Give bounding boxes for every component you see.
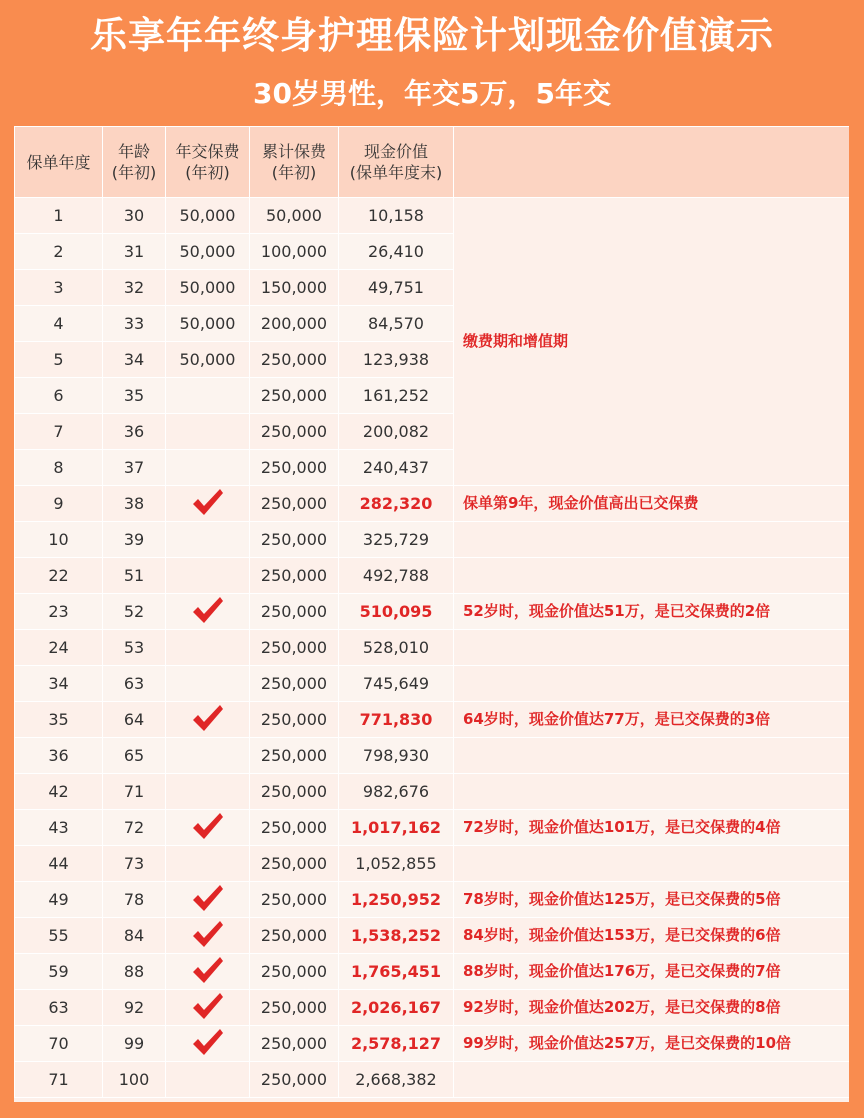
cumulative-premium-cell: 50,000 — [250, 198, 339, 234]
policy-year-cell: 5 — [15, 342, 103, 378]
age-cell: 33 — [103, 306, 166, 342]
annual-premium-cell — [166, 846, 250, 882]
age-cell: 35 — [103, 378, 166, 414]
cumulative-premium-cell: 250,000 — [250, 918, 339, 954]
age-cell: 34 — [103, 342, 166, 378]
cash-value-cell: 528,010 — [339, 630, 454, 666]
milestone-note — [454, 558, 850, 594]
milestone-note: 84岁时，现金价值达153万，是已交保费的6倍 — [454, 918, 850, 954]
age-cell: 52 — [103, 594, 166, 630]
milestone-note: 64岁时，现金价值达77万，是已交保费的3倍 — [454, 702, 850, 738]
age-cell: 100 — [103, 1062, 166, 1098]
cumulative-premium-cell: 250,000 — [250, 1062, 339, 1098]
policy-year-cell: 71 — [15, 1062, 103, 1098]
annual-premium-cell — [166, 522, 250, 558]
column-header-line: 年龄 — [117, 142, 150, 161]
page-title: 乐享年年终身护理保险计划现金价值演示 — [90, 14, 774, 57]
cumulative-premium-cell: 250,000 — [250, 990, 339, 1026]
age-cell: 71 — [103, 774, 166, 810]
milestone-note — [454, 1062, 850, 1098]
policy-year-cell: 42 — [15, 774, 103, 810]
annual-premium-cell — [166, 1062, 250, 1098]
milestone-note — [454, 774, 850, 810]
policy-year-cell: 49 — [15, 882, 103, 918]
annual-premium-cell — [166, 414, 250, 450]
cumulative-premium-cell: 250,000 — [250, 666, 339, 702]
table-row — [15, 882, 850, 918]
cash-value-cell: 282,320 — [339, 486, 454, 522]
milestone-note: 88岁时，现金价值达176万，是已交保费的7倍 — [454, 954, 850, 990]
milestone-note — [454, 522, 850, 558]
policy-year-cell: 1 — [15, 198, 103, 234]
column-header-line: (年初) — [271, 163, 317, 182]
column-header-line: (年初) — [185, 163, 230, 182]
policy-year-cell: 3 — [15, 270, 103, 306]
cumulative-premium-cell: 250,000 — [250, 1026, 339, 1062]
milestone-note: 92岁时，现金价值达202万，是已交保费的8倍 — [454, 990, 850, 1026]
cumulative-premium-cell: 250,000 — [250, 414, 339, 450]
cash-value-cell: 123,938 — [339, 342, 454, 378]
cash-value-cell: 240,437 — [339, 450, 454, 486]
checkmark-icon — [191, 955, 225, 985]
annual-premium-cell — [166, 1026, 250, 1062]
cumulative-premium-cell: 250,000 — [250, 738, 339, 774]
column-header-line: (年初) — [111, 163, 157, 182]
cash-value-cell: 1,250,952 — [339, 882, 454, 918]
table-row — [15, 990, 850, 1026]
annual-premium-cell — [166, 666, 250, 702]
column-header-line: 累计保费 — [261, 142, 326, 161]
policy-year-cell: 22 — [15, 558, 103, 594]
column-header — [103, 127, 166, 198]
checkmark-icon — [191, 1027, 225, 1057]
policy-year-cell: 44 — [15, 846, 103, 882]
annual-premium-cell — [166, 918, 250, 954]
cumulative-premium-cell: 250,000 — [250, 846, 339, 882]
table-row — [15, 918, 850, 954]
policy-year-cell: 36 — [15, 738, 103, 774]
cash-value-cell: 200,082 — [339, 414, 454, 450]
cash-value-cell: 492,788 — [339, 558, 454, 594]
milestone-note — [454, 666, 850, 702]
annual-premium-cell — [166, 882, 250, 918]
cash-value-cell: 745,649 — [339, 666, 454, 702]
column-header — [250, 127, 339, 198]
annual-premium-cell: 50,000 — [166, 342, 250, 378]
age-cell: 36 — [103, 414, 166, 450]
policy-year-cell: 4 — [15, 306, 103, 342]
cumulative-premium-cell: 100,000 — [250, 234, 339, 270]
milestone-note: 99岁时，现金价值达257万，是已交保费的10倍 — [454, 1026, 850, 1062]
cumulative-premium-cell: 250,000 — [250, 702, 339, 738]
cash-value-cell: 1,765,451 — [339, 954, 454, 990]
table-row — [15, 1062, 850, 1098]
cumulative-premium-cell: 250,000 — [250, 558, 339, 594]
age-cell: 39 — [103, 522, 166, 558]
cash-value-cell: 982,676 — [339, 774, 454, 810]
policy-year-cell: 63 — [15, 990, 103, 1026]
cumulative-premium-cell: 200,000 — [250, 306, 339, 342]
cumulative-premium-cell: 150,000 — [250, 270, 339, 306]
milestone-note: 78岁时，现金价值达125万，是已交保费的5倍 — [454, 882, 850, 918]
policy-year-cell: 59 — [15, 954, 103, 990]
table-row — [15, 810, 850, 846]
age-cell: 53 — [103, 630, 166, 666]
table-row — [15, 558, 850, 594]
policy-year-cell: 70 — [15, 1026, 103, 1062]
milestone-note — [454, 846, 850, 882]
cumulative-premium-cell: 250,000 — [250, 774, 339, 810]
cash-value-cell: 1,538,252 — [339, 918, 454, 954]
cumulative-premium-cell: 250,000 — [250, 522, 339, 558]
checkmark-icon — [191, 811, 225, 841]
age-cell: 84 — [103, 918, 166, 954]
column-header — [166, 127, 250, 198]
cumulative-premium-cell: 250,000 — [250, 954, 339, 990]
cash-value-cell: 84,570 — [339, 306, 454, 342]
policy-year-cell: 23 — [15, 594, 103, 630]
cash-value-cell: 771,830 — [339, 702, 454, 738]
checkmark-icon — [191, 919, 225, 949]
cumulative-premium-cell: 250,000 — [250, 810, 339, 846]
age-cell: 99 — [103, 1026, 166, 1062]
annual-premium-cell — [166, 702, 250, 738]
policy-year-cell: 6 — [15, 378, 103, 414]
policy-year-cell: 35 — [15, 702, 103, 738]
table-row — [15, 198, 850, 234]
column-header-line: 现金价值 — [363, 142, 428, 161]
annual-premium-cell: 50,000 — [166, 306, 250, 342]
age-cell: 65 — [103, 738, 166, 774]
policy-year-cell: 10 — [15, 522, 103, 558]
cumulative-premium-cell: 250,000 — [250, 486, 339, 522]
cumulative-premium-cell: 250,000 — [250, 378, 339, 414]
period-note: 缴费期和增值期 — [454, 198, 850, 486]
age-cell: 51 — [103, 558, 166, 594]
age-cell: 31 — [103, 234, 166, 270]
annual-premium-cell: 50,000 — [166, 270, 250, 306]
cash-value-cell: 1,017,162 — [339, 810, 454, 846]
checkmark-icon — [191, 991, 225, 1021]
cash-value-cell: 2,578,127 — [339, 1026, 454, 1062]
age-cell: 38 — [103, 486, 166, 522]
policy-year-cell: 8 — [15, 450, 103, 486]
cash-value-cell: 49,751 — [339, 270, 454, 306]
age-cell: 64 — [103, 702, 166, 738]
cash-value-cell: 26,410 — [339, 234, 454, 270]
table-row — [15, 630, 850, 666]
milestone-note — [454, 738, 850, 774]
annual-premium-cell — [166, 594, 250, 630]
table-row — [15, 666, 850, 702]
cash-value-sheet — [14, 126, 849, 1102]
policy-year-cell: 2 — [15, 234, 103, 270]
table-row — [15, 594, 850, 630]
age-cell: 32 — [103, 270, 166, 306]
checkmark-icon — [191, 487, 225, 517]
page-subtitle: 30岁男性，年交5万，5年交 — [253, 77, 611, 110]
age-cell: 88 — [103, 954, 166, 990]
cash-value-table — [14, 126, 849, 1098]
annual-premium-cell: 50,000 — [166, 198, 250, 234]
policy-year-cell: 24 — [15, 630, 103, 666]
cash-value-cell: 2,668,382 — [339, 1062, 454, 1098]
table-row — [15, 486, 850, 522]
cash-value-cell: 510,095 — [339, 594, 454, 630]
policy-year-cell: 7 — [15, 414, 103, 450]
checkmark-icon — [191, 595, 225, 625]
cumulative-premium-cell: 250,000 — [250, 630, 339, 666]
age-cell: 92 — [103, 990, 166, 1026]
milestone-note: 52岁时，现金价值达51万，是已交保费的2倍 — [454, 594, 850, 630]
cash-value-cell: 1,052,855 — [339, 846, 454, 882]
annual-premium-cell — [166, 990, 250, 1026]
cumulative-premium-cell: 250,000 — [250, 342, 339, 378]
checkmark-icon — [191, 703, 225, 733]
cash-value-cell: 161,252 — [339, 378, 454, 414]
annual-premium-cell — [166, 558, 250, 594]
age-cell: 78 — [103, 882, 166, 918]
annual-premium-cell — [166, 774, 250, 810]
age-cell: 73 — [103, 846, 166, 882]
annual-premium-cell — [166, 738, 250, 774]
cumulative-premium-cell: 250,000 — [250, 450, 339, 486]
cash-value-cell: 2,026,167 — [339, 990, 454, 1026]
policy-year-cell: 43 — [15, 810, 103, 846]
annual-premium-cell — [166, 378, 250, 414]
column-header-line: 保单年度 — [26, 152, 91, 172]
table-row — [15, 774, 850, 810]
policy-year-cell: 34 — [15, 666, 103, 702]
policy-year-cell: 55 — [15, 918, 103, 954]
annual-premium-cell — [166, 810, 250, 846]
table-row — [15, 702, 850, 738]
annual-premium-cell — [166, 630, 250, 666]
table-row — [15, 954, 850, 990]
table-row — [15, 1026, 850, 1062]
milestone-note: 72岁时，现金价值达101万，是已交保费的4倍 — [454, 810, 850, 846]
cumulative-premium-cell: 250,000 — [250, 594, 339, 630]
age-cell: 63 — [103, 666, 166, 702]
cash-value-cell: 325,729 — [339, 522, 454, 558]
annual-premium-cell — [166, 954, 250, 990]
column-header — [15, 127, 103, 198]
column-header-line: 年交保费 — [175, 142, 240, 161]
age-cell: 72 — [103, 810, 166, 846]
age-cell: 30 — [103, 198, 166, 234]
table-header-row — [15, 127, 850, 198]
table-row — [15, 738, 850, 774]
cash-value-cell: 10,158 — [339, 198, 454, 234]
column-header-note — [454, 127, 850, 198]
column-header-line: (保单年度末) — [349, 163, 443, 182]
milestone-note: 保单第9年，现金价值高出已交保费 — [454, 486, 850, 522]
table-row — [15, 522, 850, 558]
column-header — [339, 127, 454, 198]
policy-year-cell: 9 — [15, 486, 103, 522]
milestone-note — [454, 630, 850, 666]
annual-premium-cell: 50,000 — [166, 234, 250, 270]
age-cell: 37 — [103, 450, 166, 486]
cash-value-cell: 798,930 — [339, 738, 454, 774]
annual-premium-cell — [166, 486, 250, 522]
cumulative-premium-cell: 250,000 — [250, 882, 339, 918]
checkmark-icon — [191, 883, 225, 913]
annual-premium-cell — [166, 450, 250, 486]
table-row — [15, 846, 850, 882]
